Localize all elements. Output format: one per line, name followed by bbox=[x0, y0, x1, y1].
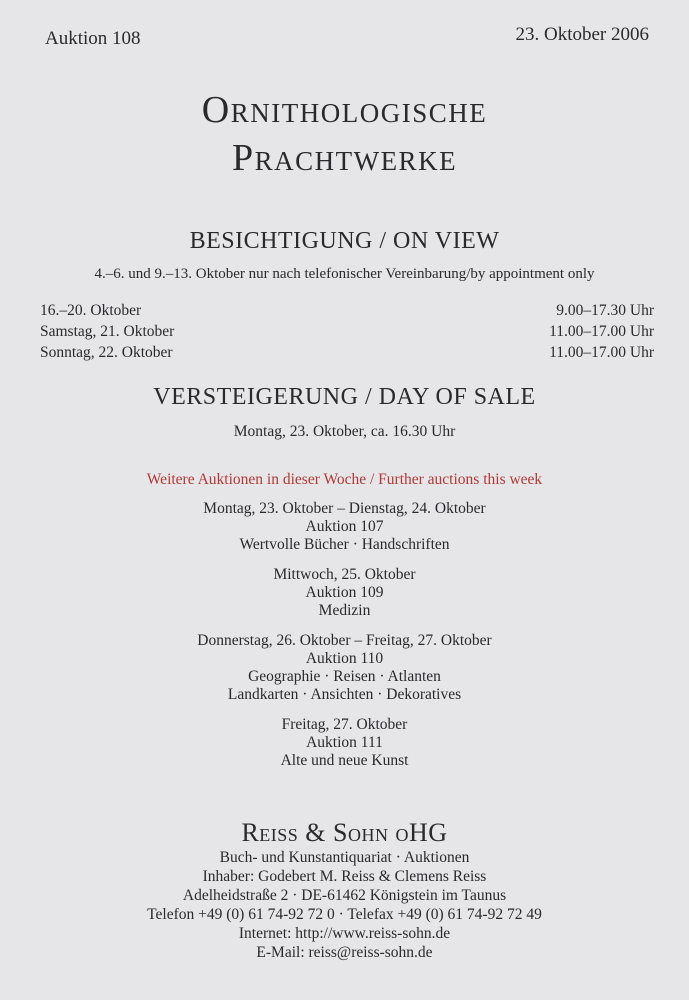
schedule-row bbox=[40, 300, 654, 321]
auction-number: Auktion 108 bbox=[45, 28, 141, 49]
event-topic: Medizin bbox=[318, 602, 371, 619]
schedule-row bbox=[40, 342, 654, 363]
sale-time: Montag, 23. Oktober, ca. 16.30 Uhr bbox=[233, 423, 456, 440]
schedule-time: 11.00–17.00 Uhr bbox=[549, 323, 654, 340]
company-description: Buch- und Kunstantiquariat · Auktionen bbox=[219, 849, 470, 866]
company-owners: Inhaber: Godebert M. Reiss & Clemens Reiss bbox=[202, 868, 487, 885]
schedule-time: 11.00–17.00 Uhr bbox=[549, 344, 654, 361]
company-contact-block bbox=[0, 848, 689, 962]
schedule-day: 16.–20. Oktober bbox=[40, 302, 142, 319]
viewing-heading: BESICHTIGUNG / ON VIEW bbox=[189, 228, 500, 254]
event-dates: Freitag, 27. Oktober bbox=[281, 716, 408, 733]
event-dates: Donnerstag, 26. Oktober – Freitag, 27. Oktober bbox=[197, 632, 492, 649]
auction-event bbox=[0, 632, 689, 704]
schedule-day: Sonntag, 22. Oktober bbox=[40, 344, 173, 361]
further-auctions-heading: Weitere Auktionen in dieser Woche / Further auctions this week bbox=[146, 471, 543, 488]
viewing-schedule bbox=[40, 300, 654, 363]
company-name: Reiss & Sohn oHG bbox=[241, 818, 448, 847]
event-topic: Alte und neue Kunst bbox=[280, 752, 409, 769]
event-topic: Landkarten · Ansichten · Dekoratives bbox=[227, 686, 462, 703]
event-auction-number: Auktion 111 bbox=[306, 734, 383, 751]
auction-event bbox=[0, 500, 689, 554]
event-auction-number: Auktion 109 bbox=[305, 584, 384, 601]
event-dates: Mittwoch, 25. Oktober bbox=[273, 566, 416, 583]
sale-heading: VERSTEIGERUNG / DAY OF SALE bbox=[153, 384, 536, 410]
company-email: E-Mail: reiss@reiss-sohn.de bbox=[256, 944, 433, 961]
further-auctions-list bbox=[0, 500, 689, 782]
page-title-line-2: Prachtwerke bbox=[231, 137, 458, 179]
event-topic: Wertvolle Bücher · Handschriften bbox=[239, 536, 450, 553]
event-topic: Geographie · Reisen · Atlanten bbox=[248, 668, 441, 685]
viewing-appointment-note: 4.–6. und 9.–13. Oktober nur nach telefonischer Vereinbarung/by appointment only bbox=[94, 266, 595, 282]
company-website: Internet: http://www.reiss-sohn.de bbox=[238, 925, 451, 942]
event-dates: Montag, 23. Oktober – Dienstag, 24. Oktober bbox=[203, 500, 486, 517]
event-auction-number: Auktion 110 bbox=[305, 650, 384, 667]
auction-event bbox=[0, 716, 689, 770]
auction-event bbox=[0, 566, 689, 620]
company-phone-fax: Telefon +49 (0) 61 74-92 72 0 · Telefax +49 (0) 61 74-92 72 49 bbox=[147, 906, 542, 923]
company-address: Adelheidstraße 2 · DE-61462 Königstein im Taunus bbox=[182, 887, 507, 904]
page-title-line-1: Ornithologische bbox=[201, 89, 488, 131]
schedule-row bbox=[40, 321, 654, 342]
event-auction-number: Auktion 107 bbox=[305, 518, 384, 535]
auction-date: 23. Oktober 2006 bbox=[515, 24, 649, 45]
schedule-day: Samstag, 21. Oktober bbox=[40, 323, 175, 340]
schedule-time: 9.00–17.30 Uhr bbox=[556, 302, 654, 319]
